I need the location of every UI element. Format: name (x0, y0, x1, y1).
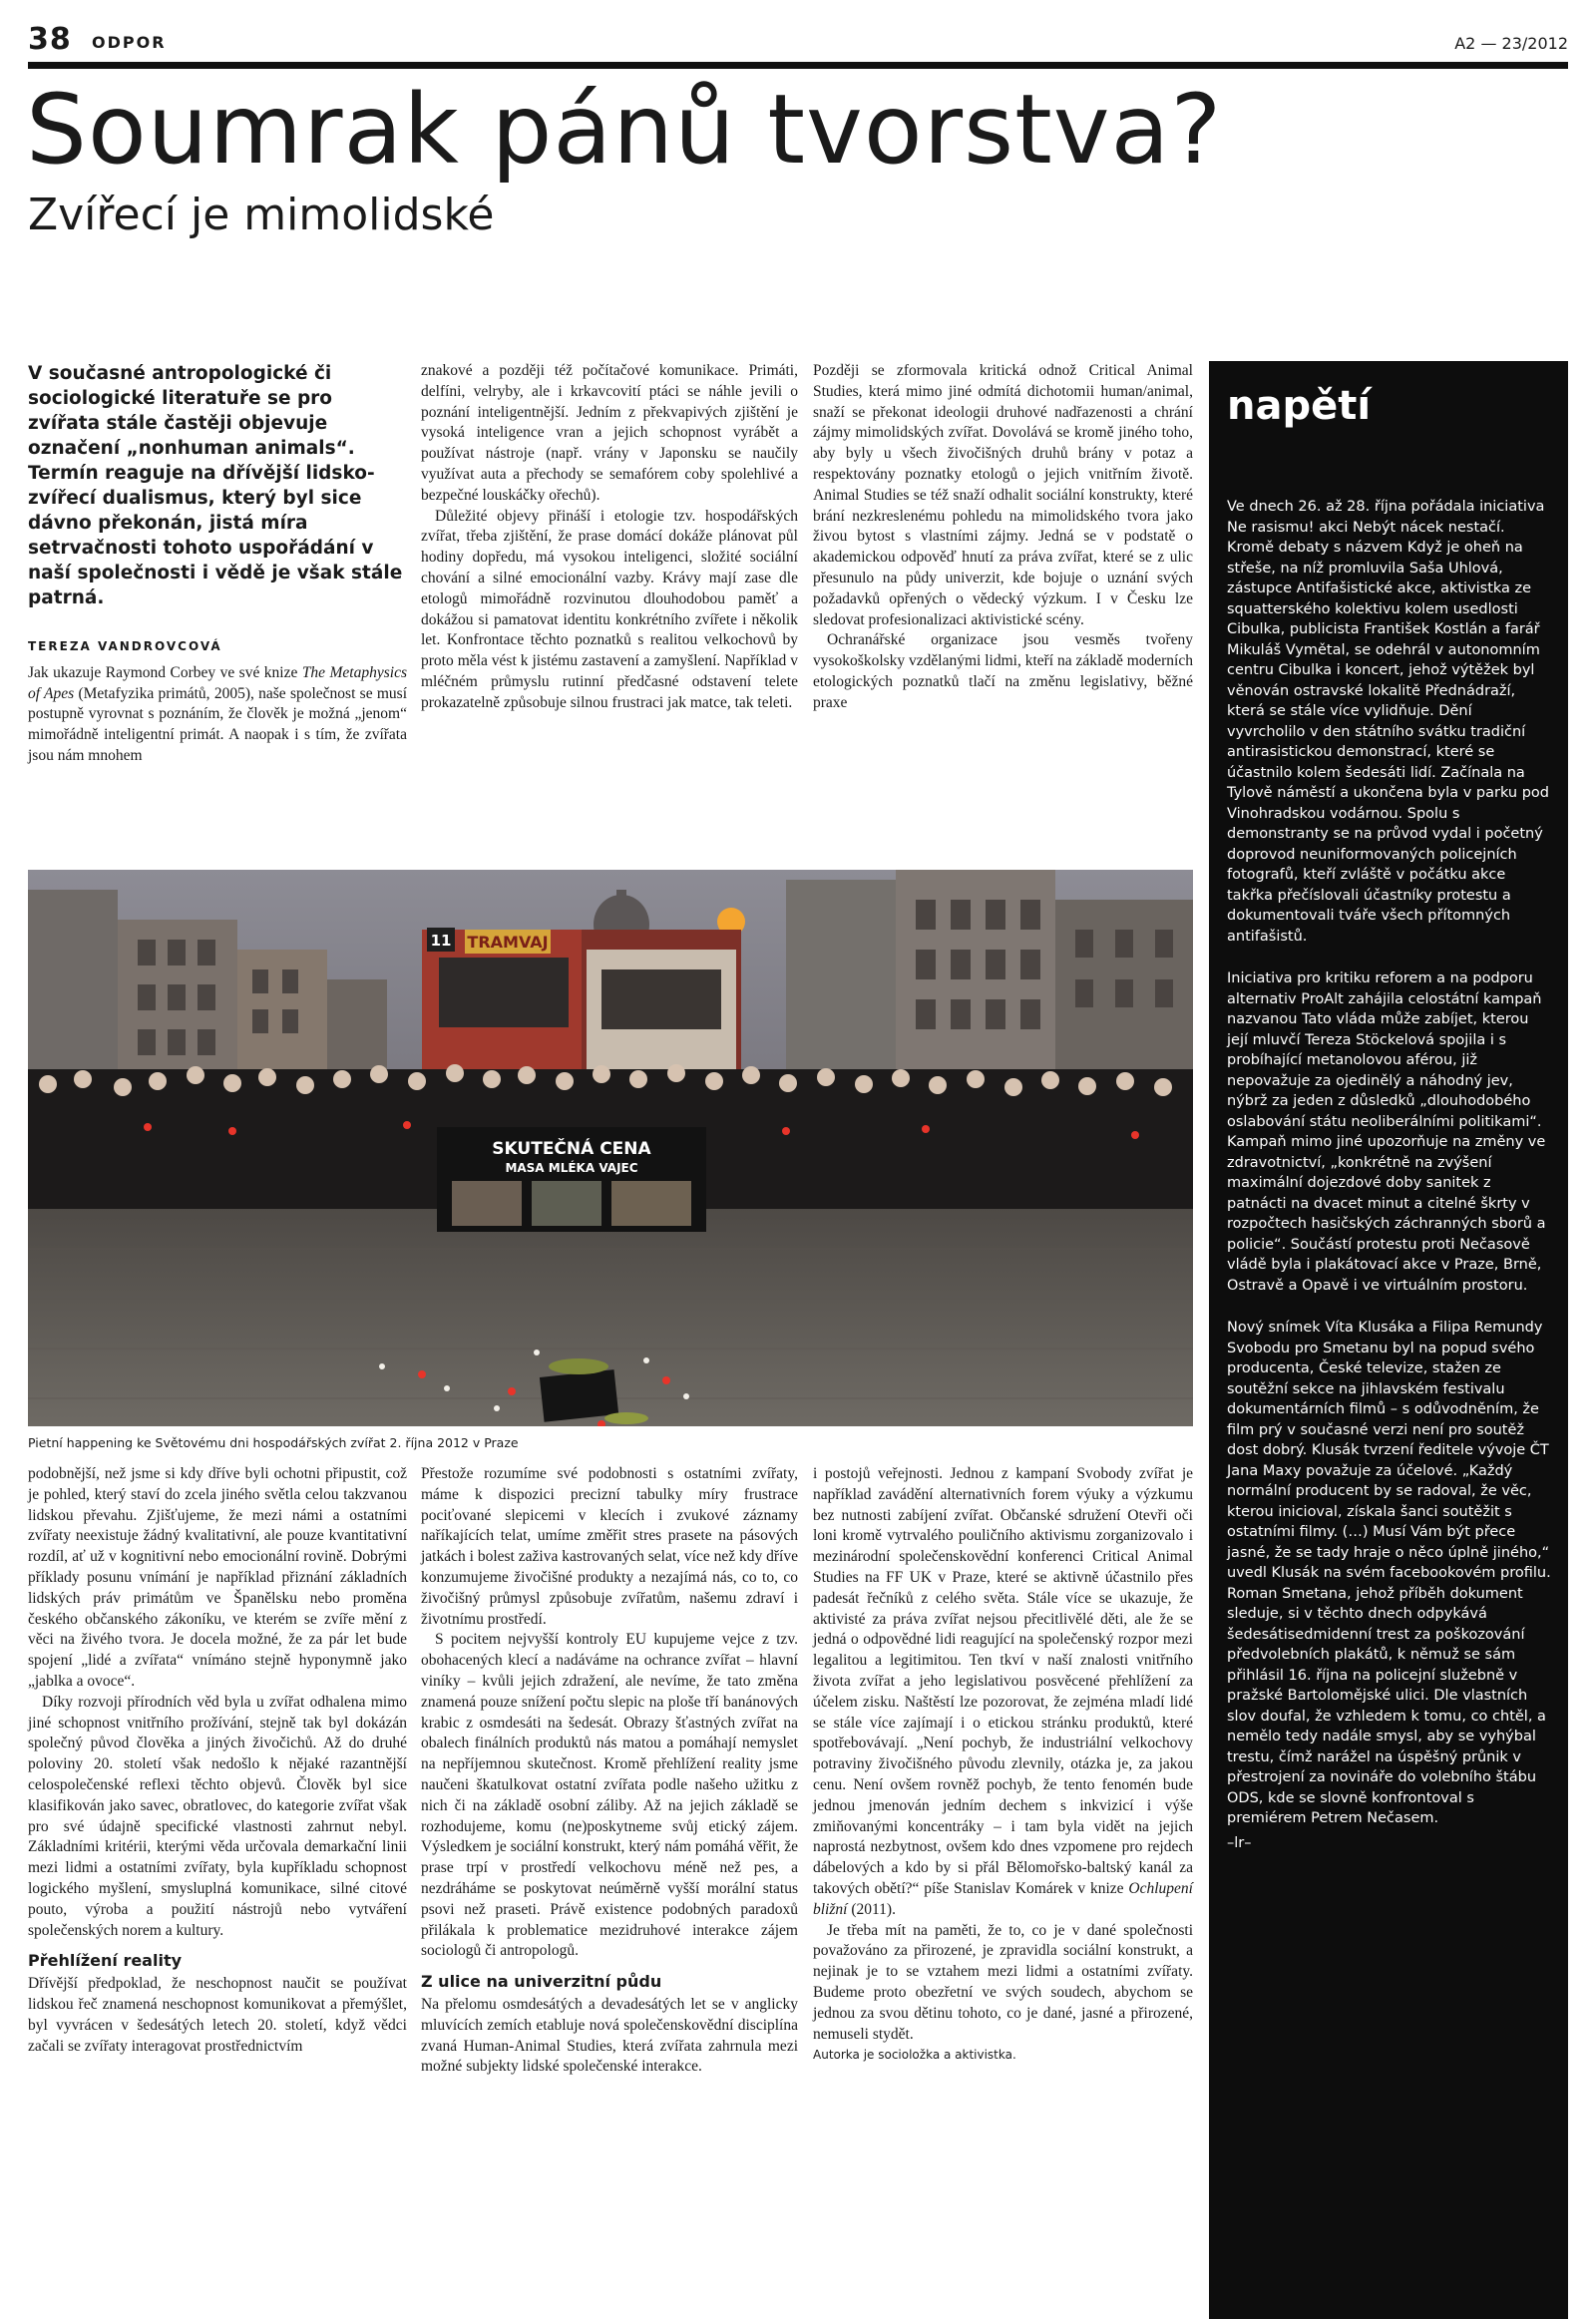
paragraph: Jak ukazuje Raymond Corbey ve své knize The Metaphysics of Apes (Metafyzika primátů, 2005), naše společnost se musí postupně vyrovnat s poznáním, že člověk je možná „jenom“ mimořádně inteligentní primát. A naopak i s tím, že zvířata jsou nám mnohem (28, 663, 407, 764)
article-lead: V současné antropologické či sociologické literatuře se pro zvířata stále častěji objevuje označení „nonhuman animals“. Termín reaguje na dřívější lidsko-zvířecí dualismus, který byl sice dávno překonán, jistá míra setrvačnosti tohoto uspořádání v naší společnosti i vědě je však stále patrná. (28, 363, 403, 608)
sidebar-paragraph: Iniciativa pro kritiku reforem a na podporu alternativ ProAlt zahájila celostátní kampaň nazvanou Tato vláda může zabíjet, kterou její mluvčí Tereza Stöckelová spojila i s probíhající metanolovou aférou, již nepovažuje za ojedinělý a náhodný jev, nýbrž za jeden z důsledků „dlouhodobého oslabování státu neoliberálními politikami“. Kampaň mimo jiné upozorňuje na změny ve zdravotnictví, „konkrétně na zvýšení maximální dojezdové doby sanitek z patnácti na dvacet minut a citelné škrty v rozpočtech hasičských záchranných sborů a policie“. Součástí protestu proti Nečasově vládě byla i plakátovací akce v Praze, Brně, Ostravě a Opavě i ve virtuálním prostoru. (1227, 970, 1546, 1294)
article-title: Soumrak pánů tvorstva? (26, 74, 1223, 186)
section-name: ODPOR (92, 33, 167, 52)
paragraph: S pocitem nejvyšší kontroly EU kupujeme vejce z tzv. obohacených klecí a nadáváme na ochrance zvířat – hlavní viníky – kvůli jejich zdražení, ale nevíme, že tato změna znamená pouze snížení počtu slepic na ploše tří banánových krabic z osmdesáti na šedesát. Obrazy šťastných zvířat na obalech finálních produktů nás matou a pomáhají nemyslet na nepříjemnou skutečnost. Kromě přehlížení reality jsme naučeni škatulkovat ostatní zvířata podle našeho užitku z nich či na základě osobní záliby. Až na jejich základě se rozhodujeme, komu (ne)poskytneme svůj etický zájem. Výsledkem je sociální konstrukt, který nám pomáhá věřit, že prase trpí v prostředí velkochovu méně než pes, a nezdráháme se poskytovat neúměrně vyšší morální status psovi než praseti. Právě existence podobných paradoxů přilákala k problematice mezidruhové interakce zájem sociologů či antropologů. (421, 1631, 798, 1960)
column-3-top (813, 361, 1193, 714)
book-title: Ochlupení bližní (813, 1879, 1193, 1918)
sidebar-paragraph: Ve dnech 26. až 28. října pořádala iniciativa Ne rasismu! akci Nebýt nácek nestačí. Kromě debaty s názvem Když je oheň na střeše, na níž promluvila Saša Uhlová, zástupce Antifašistické akce, aktivistka ze squatterského kolektivu kolem usedlosti Cibulka, publicista František Kostlán a farář Mikuláš Vymětal, se odehrál v autonomním centru Cibulka i koncert, jehož výtěžek byl věnován ostravské lokalitě Přednádraží, která se stále více vylidňuje. Dění vyvrcholilo v den státního svátku tradiční antirasistickou demonstrací, které se účastnilo kolem šedesáti lidí. Začínala na Tylově náměstí a ukončena byla v parku pod Vinohradskou vodárnou. Spolu s demonstranty se na průvod vydal i početný doprovod neuniformovaných policejních fotografů, kteří zvláště v počátku akce takřka přečíslovali účastníky protestu a dokumentovali tváře všech přítomných antifašistů. (1227, 499, 1549, 945)
sidebar-body (1227, 497, 1552, 1875)
page-number: 38 (28, 22, 72, 57)
sidebar-napeti (1209, 361, 1568, 2319)
column-2-top (421, 361, 798, 714)
tram-number-text: 11 (430, 932, 452, 950)
page-header (28, 22, 1568, 62)
sidebar-title: napětí (1227, 383, 1372, 429)
paragraph: Díky rozvoji přírodních věd byla u zvířat odhalena mimo jiné schopnost vnitřního prožívání, stejně tak byl dokázán společný původ člověka a jiných živočichů. Až do druhé poloviny 20. století však nedošlo k nějaké razantnější celospolečenské reflexi těchto objevů. Člověk byl sice klasifikován jako savec, obratlovec, do kategorie zvířat však pro své údajně specifické vlastnosti zahrnut nebyl. Základními kritérii, kterými věda určovala demarkační linii mezi lidmi a ostatními zvířaty, byla kupříkladu schopnost logického myšlení, smysluplná komunikace, silné citové pouto, výroba a použití nástrojů nebo vytváření společenských norem a kultury. (28, 1693, 407, 1939)
section-heading: Přehlížení reality (28, 1951, 183, 1971)
header-rule (28, 62, 1568, 69)
column-3-bottom (813, 1464, 1193, 2066)
sidebar-signature: –lr– (1227, 1834, 1252, 1851)
tram-sign-text: TRAMVAJ (467, 933, 549, 952)
paragraph: Dřívější předpoklad, že neschopnost naučit se používat lidskou řeč znamená neschopnost komunikovat a přemýšlet, byl vyvrácen v šedesátých letech 20. století, když vědci začali se zvířaty interagovat prostřednictvím (28, 1975, 407, 2055)
paragraph: Důležité objevy přináší i etologie tzv. hospodářských zvířat, třeba zjištění, že prase domácí dokáže plánovat půl hodiny dopředu, má vysokou inteligenci, složité sociální chování a silné emocionální vazby. Krávy mají zase dle etologů mimořádně rozvinutou dlouhodobou paměť a dokážou si pamatovat identitu konkrétního zvířete i několik let. Konfrontace těchto poznatků s realitou velkochovů by proto měla vést k jistému zastavení a zamyšlení. Například v mléčném průmyslu rutinní předčasné odstavení telete prokazatelně způsobuje silnou frustraci jak matce, tak teleti. (421, 507, 798, 711)
paragraph: i postojů veřejnosti. Jednou z kampaní Svobody zvířat je například zavádění alternativních forem výuky a výzkumu bez nutnosti zabíjení zvířat. Občanské sdružení Otevři oči loni kromě vytrvalého pouličního aktivismu zorganizovalo i mezinárodní společenskovědní konferenci Critical Animal Studies na FF UK v Praze, které se aktivně účastnilo přes padesát řečníků z celého světa. Stále více se ukazuje, že aktivisté za práva zvířat nejsou přecitlivělé děti, ale že se jedná o odpovědné lidi reagující na společenský rozpor mezi legalitou a legitimitou. Ten tkví v naší znalosti vnitřního života zvířat a jeho legislativou posvěcené přehlížení za účelem zisku. Naštěstí lze pozorovat, že zejména mladí lidé se stále více zajímají i o etickou stránku produktů, které spotřebovávají. „Není pochyb, že industriální velkochovy potraviny živočišného původu zlevnily, otázka je, za jakou cenu. Není ovšem rovněž pochyb, že tento fenomén bude jednou jmenován jedním dechem s inkvizicí i výše zmiňovanými koncentráky – i tam byla vidět na jejich naprostá nezbytnost, ovšem kdo dnes vzpomene pro rejdech dábelových a kdo by si přál Bělomořsko-baltský kanál za takových obětí?“ píše Stanislav Komárek v knize Ochlupení bližní (2011). (813, 1465, 1193, 1918)
banner-line-2: MASA MLÉKA VAJEC (505, 1161, 638, 1175)
paragraph: podobnější, než jsme si kdy dříve byli ochotni připustit, což je pohled, který staví do zcela jiného světla celou takzvanou lidskou převahu. Zjišťujeme, že mezi námi a ostatními zvířaty neexistuje žádný kvalitativní, ale pouze kvantitativní rozdíl, ať už v kognitivní nebo emocionální rovině. Dobrými příklady posunu vnímání je například přiznání základních lidských práv primátům ve Španělsku nebo proměna českého občanského zákoníku, ve kterém se zvíře mění z věci na živého tvora. Je docela možné, že za pár let bude spojení „lidé a zvířata“ vnímáno stejně hyponymně jako „jablka a ovoce“. (28, 1465, 407, 1690)
section-heading: Z ulice na univerzitní půdu (421, 1972, 662, 1992)
paragraph: Přestože rozumíme své podobnosti s ostatními zvířaty, máme k dispozici precizní tabulky míry frustrace pociťované slepicemi v klecích i zvukové záznamy naříkajících telat, umíme změřit stres prasete na pásových jatkách i bolest zaživa kastrovaných selat, více než kdy dříve konzumujeme živočišné produkty a nezajímá nás, co to, co živočišný průmysl způsobuje zvířatům, našemu zdraví i životnímu prostředí. (421, 1465, 798, 1628)
article-photo (28, 870, 1193, 1426)
photo-illustration (28, 870, 1193, 1426)
book-title: The Metaphysics of Apes (28, 663, 407, 702)
paragraph: Na přelomu osmdesátých a devadesátých let se v anglicky mluvících zemích etabluje nová společenskovědní disciplína zvaná Human-Animal Studies, která zvířata zahrnula mezi možné subjekty lidské společenské interakce. (421, 1995, 798, 2076)
paragraph: Ochranářské organizace jsou vesměs tvořeny vysokoškolsky vzdělanými lidmi, kteří na základě moderních etologických poznatků tlačí na změnu legislativy, běžné praxe (813, 631, 1193, 711)
column-1-top (28, 361, 407, 767)
paragraph: Je třeba mít na paměti, že to, co je v dané společnosti považováno za přirozené, je zpravidla sociální konstrukt, a nejinak je to se vztahem mezi lidmi a ostatními zvířaty. Budeme proto obezřetní ve svých soudech, abychom se jednou za svou dětinu tohoto, co je dané, jasné a přirozené, nemuseli stydět. (813, 1921, 1193, 2043)
article-subtitle: Zvířecí je mimolidské (28, 190, 495, 240)
sidebar-paragraph: Nový snímek Víta Klusáka a Filipa Remundy Svobodu pro Smetanu byl na popud svého producenta, České televize, stažen ze soutěžní sekce na jihlavském festivalu dokumentárních filmů – s odůvodněním, že film prý v současné verzi není pro soutěž dost dobrý. Klusák tvrzení ředitele vývoje ČT Jana Maxy považuje za účelové. „Každý normální producent by se radoval, že věc, kterou inicioval, získala šanci soutěžit s ostatními filmy. (…) Musí Vám být přece jasné, že se tady hraje o něco úplně jiného,“ uvedl Klusák na svém facebookovém profilu. Roman Smetana, jehož příběh dokument sleduje, si v těchto dnech odpykává šedesátisedmidenní trest za poškozování předvolebních plakátů, k němuž se sám přihlásil 16. října na policejní služebně v pražské Bartolomějské ulici. Dle vlastních slov doufal, že vzhledem k tomu, co chtěl, a nemělo tedy nadále smysl, aby se vyhýbal trestu, čímž narážel na úspěšný průnik v přestrojení za novináře do volebního štábu ODS, kde se slovně konfrontoval s premiérem Petrem Nečasem. (1227, 1320, 1551, 1826)
author-note: Autorka je socioložka a aktivistka. (813, 2048, 1016, 2063)
banner-line-1: SKUTEČNÁ CENA (492, 1139, 651, 1159)
photo-caption: Pietní happening ke Světovému dni hospodářských zvířat 2. října 2012 v Praze (28, 1435, 519, 1450)
article-author: TEREZA VANDROVCOVÁ (28, 639, 222, 653)
paragraph: znakové a později též počítačové komunikace. Primáti, delfíni, velryby, ale i krkavcovití ptáci se náhle jevili o poznání inteligentnější. Jedním z překvapivých zjištění je vysoká inteligence vran a jejich schopnost vyrábět a používat nástroje (např. vrány v Japonsku se naučily využívat auta a přechody se semafórem coby spolehlivé a bezpečné louskáčky ořechů). (421, 362, 798, 504)
issue-label: A2 — 23/2012 (1454, 34, 1568, 53)
column-1-bottom (28, 1464, 407, 2057)
column-2-bottom (421, 1464, 798, 2078)
paragraph: Později se zformovala kritická odnož Critical Animal Studies, která mimo jiné odmítá dichotomii human/animal, snaží se překonat ideologii druhové nadřazenosti a chrání zájmy mimolidských zvířat. Dovolává se kromě jiného toho, aby byly u všech živočišných druhů brány v potaz a respektovány poznatky etologů o jejich vnitřním životě. Animal Studies se též snaží odhalit sociální konstrukty, které brání nezkreslenému pohledu na mimolidského tvora jako živou bytost s vlastními zájmy. Jedná se v podstatě o akademickou odpověď hnutí za práva zvířat, které se z ulic přesunulo na půdy univerzit, kde bojuje o uznání svých požadavků opřených o vědecký výzkum. I v Česku lze sledovat profesionalizaci aktivistické scény. (813, 362, 1193, 628)
